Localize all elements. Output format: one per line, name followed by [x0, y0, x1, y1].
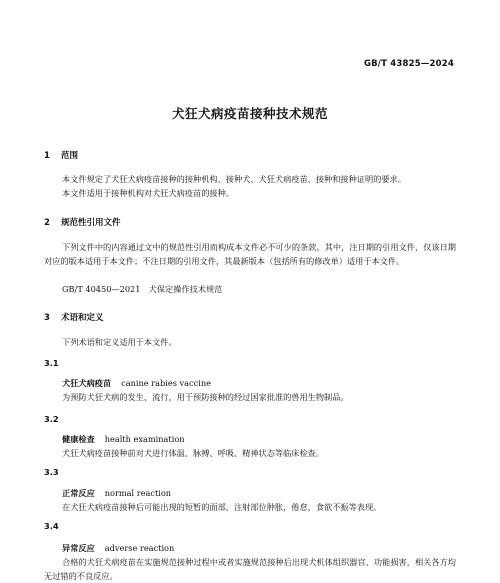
term-chinese-name: 正常反应: [62, 488, 95, 498]
term-3-2-heading: [62, 434, 185, 445]
section-number: 1: [44, 151, 50, 161]
term-english-name: normal reaction: [104, 488, 172, 498]
normative-reference: GB/T 40450—2021 犬保定操作技术规范: [62, 284, 223, 294]
term-chinese-name: 犬狂犬病疫苗: [62, 378, 112, 388]
term-3-3-heading: [62, 488, 171, 499]
section-title: 范围: [60, 151, 78, 161]
section-3-intro: 下列术语和定义适用于本文件。: [62, 337, 177, 347]
standard-code: GB/T 43825—2024: [363, 59, 454, 69]
term-3-1-heading: [62, 378, 211, 389]
section-1-paragraph-1: 本文件规定了犬狂犬病疫苗接种的接种机构、接种犬、犬狂犬病疫苗、接种和接种证明的要求。: [62, 174, 406, 184]
term-chinese-name: 异常反应: [62, 543, 95, 553]
term-3-1-definition: 为预防犬狂犬病的发生、流行，用于预防接种的经过国家批准的兽用生物制品。: [62, 392, 349, 402]
term-english-name: adverse reaction: [104, 543, 175, 553]
term-english-name: canine rabies vaccine: [121, 378, 211, 388]
term-3-4-number: 3.4: [44, 521, 59, 531]
section-title: 规范性引用文件: [60, 218, 121, 228]
term-3-3-definition: 在犬狂犬病疫苗接种后可能出现的短暂的面部、注射部位肿胀，倦怠，食欲不振等表现。: [62, 502, 382, 512]
section-number: 3: [44, 313, 50, 323]
section-title: 术语和定义: [60, 313, 104, 323]
section-number: 2: [44, 218, 50, 228]
term-3-2-number: 3.2: [44, 414, 59, 424]
section-1-paragraph-2: 本文件适用于接种机构对犬狂犬病疫苗的接种。: [62, 188, 234, 198]
section-3-heading: [44, 311, 103, 323]
term-3-3-number: 3.3: [44, 467, 59, 477]
term-chinese-name: 健康检查: [62, 434, 95, 444]
term-3-4-definition: 合格的犬狂犬病疫苗在实施规范接种过程中或者实施规范接种后出现犬机体组织器官、功能损害，相关各方均无过错的不良反应。: [44, 557, 456, 581]
section-2-paragraph: 下列文件中的内容通过文中的规范性引用而构成本文件必不可少的条款。其中，注日期的引用文件，仅该日期对应的版本适用于本文件；不注日期的引用文件，其最新版本（包括所有的修改单）适用于本文件。: [44, 242, 456, 266]
term-english-name: health examination: [104, 434, 185, 444]
term-3-2-definition: 犬狂犬病疫苗接种前对犬进行体温、脉搏、呼吸、精神状态等临床检查。: [62, 448, 325, 458]
section-2-heading: [44, 216, 120, 228]
term-3-4-heading: [62, 543, 174, 554]
term-3-1-number: 3.1: [44, 358, 59, 368]
section-1-heading: [44, 149, 78, 161]
document-title: 犬狂犬病疫苗接种技术规范: [171, 106, 328, 121]
